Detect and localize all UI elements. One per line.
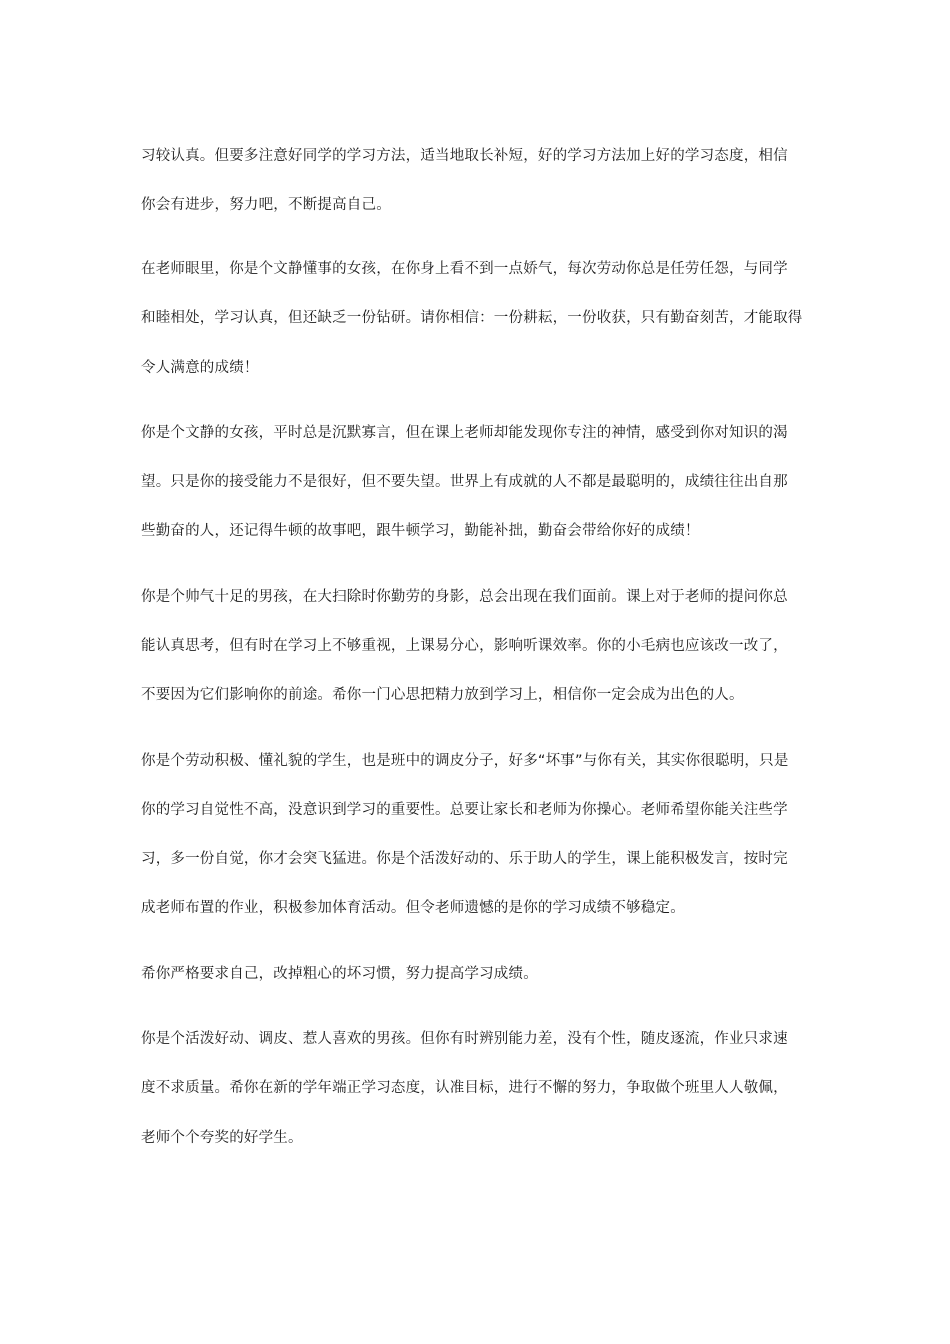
text-line: 你是个活泼好动、调皮、惹人喜欢的男孩。但你有时辨别能力差，没有个性，随皮逐流，作业只求速 — [141, 1031, 788, 1047]
text-line: 不要因为它们影响你的前途。希你一门心思把精力放到学习上，相信你一定会成为出色的人。 — [141, 687, 744, 703]
text-line: 你是个劳动积极、懂礼貌的学生，也是班中的调皮分子，好多“坏事”与你有关，其实你很聪明，只是 — [141, 753, 789, 769]
text-line: 希你严格要求自己，改掉粗心的坏习惯，努力提高学习成绩。 — [141, 966, 538, 982]
text-line: 你的学习自觉性不高，没意识到学习的重要性。总要让家长和老师为你操心。老师希望你能关注些学 — [141, 802, 788, 818]
text-line: 些勤奋的人，还记得牛顿的故事吧，跟牛顿学习，勤能补拙，勤奋会带给你好的成绩！ — [141, 523, 700, 539]
text-line: 你是个文静的女孩，平时总是沉默寡言，但在课上老师却能发现你专注的神情，感受到你对知识的渴 — [141, 425, 788, 441]
text-line: 习较认真。但要多注意好同学的学习方法，适当地取长补短，好的学习方法加上好的学习态度，相信 — [141, 148, 788, 164]
text-line: 老师个个夸奖的好学生。 — [141, 1130, 303, 1146]
text-line: 和睦相处，学习认真，但还缺乏一份钻研。请你相信：一份耕耘，一份收获，只有勤奋刻苦，才能取得 — [141, 310, 803, 326]
text-line: 成老师布置的作业，积极参加体育活动。但令老师遗憾的是你的学习成绩不够稳定。 — [141, 900, 685, 916]
text-line: 能认真思考，但有时在学习上不够重视，上课易分心，影响听课效率。你的小毛病也应该改一改了， — [141, 638, 788, 654]
text-line: 望。只是你的接受能力不是很好，但不要失望。世界上有成就的人不都是最聪明的，成绩往往出自那 — [141, 474, 788, 490]
text-line: 你是个帅气十足的男孩，在大扫除时你勤劳的身影，总会出现在我们面前。课上对于老师的提问你总 — [141, 589, 788, 605]
text-line: 在老师眼里，你是个文静懂事的女孩，在你身上看不到一点娇气，每次劳动你总是任劳任怨，与同学 — [141, 261, 788, 277]
text-line: 习，多一份自觉，你才会突飞猛进。你是个活泼好动的、乐于助人的学生，课上能积极发言，按时完 — [141, 851, 788, 867]
text-line: 令人满意的成绩！ — [141, 360, 259, 376]
text-line: 你会有进步，努力吧，不断提高自己。 — [141, 197, 391, 213]
text-line: 度不求质量。希你在新的学年端正学习态度，认准目标，进行不懈的努力，争取做个班里人人敬佩， — [141, 1080, 788, 1096]
